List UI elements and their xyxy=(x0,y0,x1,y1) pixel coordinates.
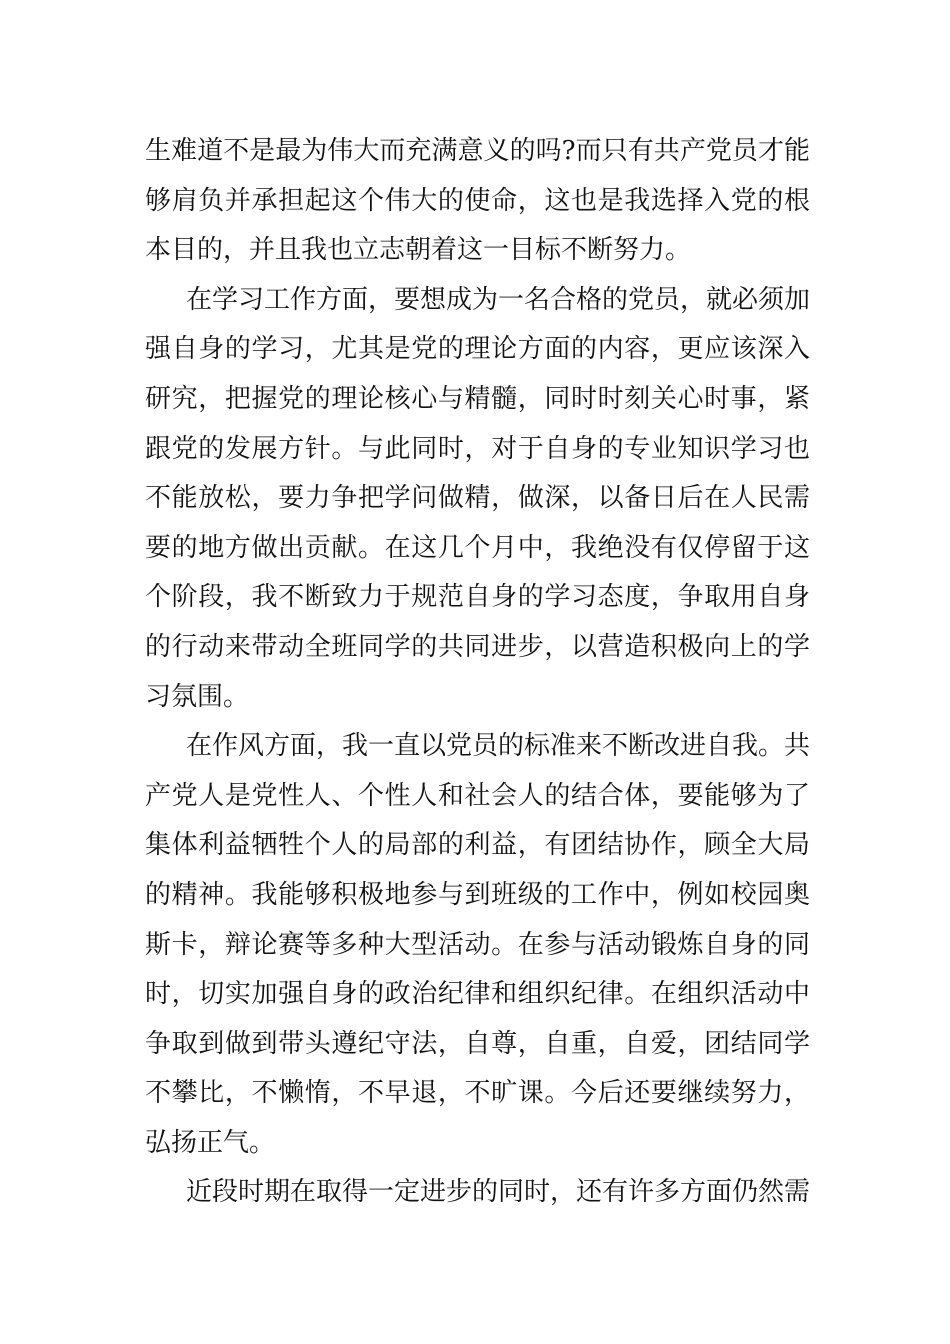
text-line: 不攀比，不懒惰，不早退，不旷课。今后还要继续努力， xyxy=(145,1078,810,1109)
text-line: 斯卡，辩论赛等多种大型活动。在参与活动锻炼自身的同 xyxy=(145,929,810,960)
text-line: 够肩负并承担起这个伟大的使命，这也是我选择入党的根 xyxy=(145,185,810,216)
text-line: 要的地方做出贡献。在这几个月中，我绝没有仅停留于这 xyxy=(145,532,810,563)
text-line: 集体利益牺牲个人的局部的利益，有团结协作，顾全大局 xyxy=(145,830,810,861)
text-line: 生难道不是最为伟大而充满意义的吗?而只有共产党员才能 xyxy=(145,136,810,166)
text-line: 争取到做到带头遵纪守法，自尊，自重，自爱，团结同学 xyxy=(145,1028,810,1059)
document-body xyxy=(145,127,810,1218)
text-line: 弘扬正气。 xyxy=(145,1127,276,1158)
paragraph-first-line: 在作风方面，我一直以党员的标准来不断改进自我。共 xyxy=(186,731,811,762)
text-line: 本目的，并且我也立志朝着这一目标不断努力。 xyxy=(145,235,692,266)
text-line: 不能放松，要力争把学问做精，做深，以备日后在人民需 xyxy=(145,483,810,514)
text-line: 的精神。我能够积极地参与到班级的工作中，例如校园奥 xyxy=(145,879,810,910)
text-line: 产党人是党性人、个性人和社会人的结合体，要能够为了 xyxy=(145,780,810,811)
text-line: 的行动来带动全班同学的共同进步，以营造积极向上的学 xyxy=(145,631,810,662)
text-line: 个阶段，我不断致力于规范自身的学习态度，争取用自身 xyxy=(145,582,810,613)
text-line: 强自身的学习，尤其是党的理论方面的内容，更应该深入 xyxy=(145,334,810,365)
text-line: 跟党的发展方针。与此同时，对于自身的专业知识学习也 xyxy=(145,433,810,464)
text-line: 时，切实加强自身的政治纪律和组织纪律。在组织活动中 xyxy=(145,979,810,1010)
paragraph-first-line: 在学习工作方面，要想成为一名合格的党员，就必须加 xyxy=(186,284,811,315)
text-line: 习氛围。 xyxy=(145,681,250,712)
paragraph-first-line: 近段时期在取得一定进步的同时，还有许多方面仍然需 xyxy=(186,1177,811,1208)
text-line: 研究，把握党的理论核心与精髓，同时时刻关心时事，紧 xyxy=(145,383,810,414)
